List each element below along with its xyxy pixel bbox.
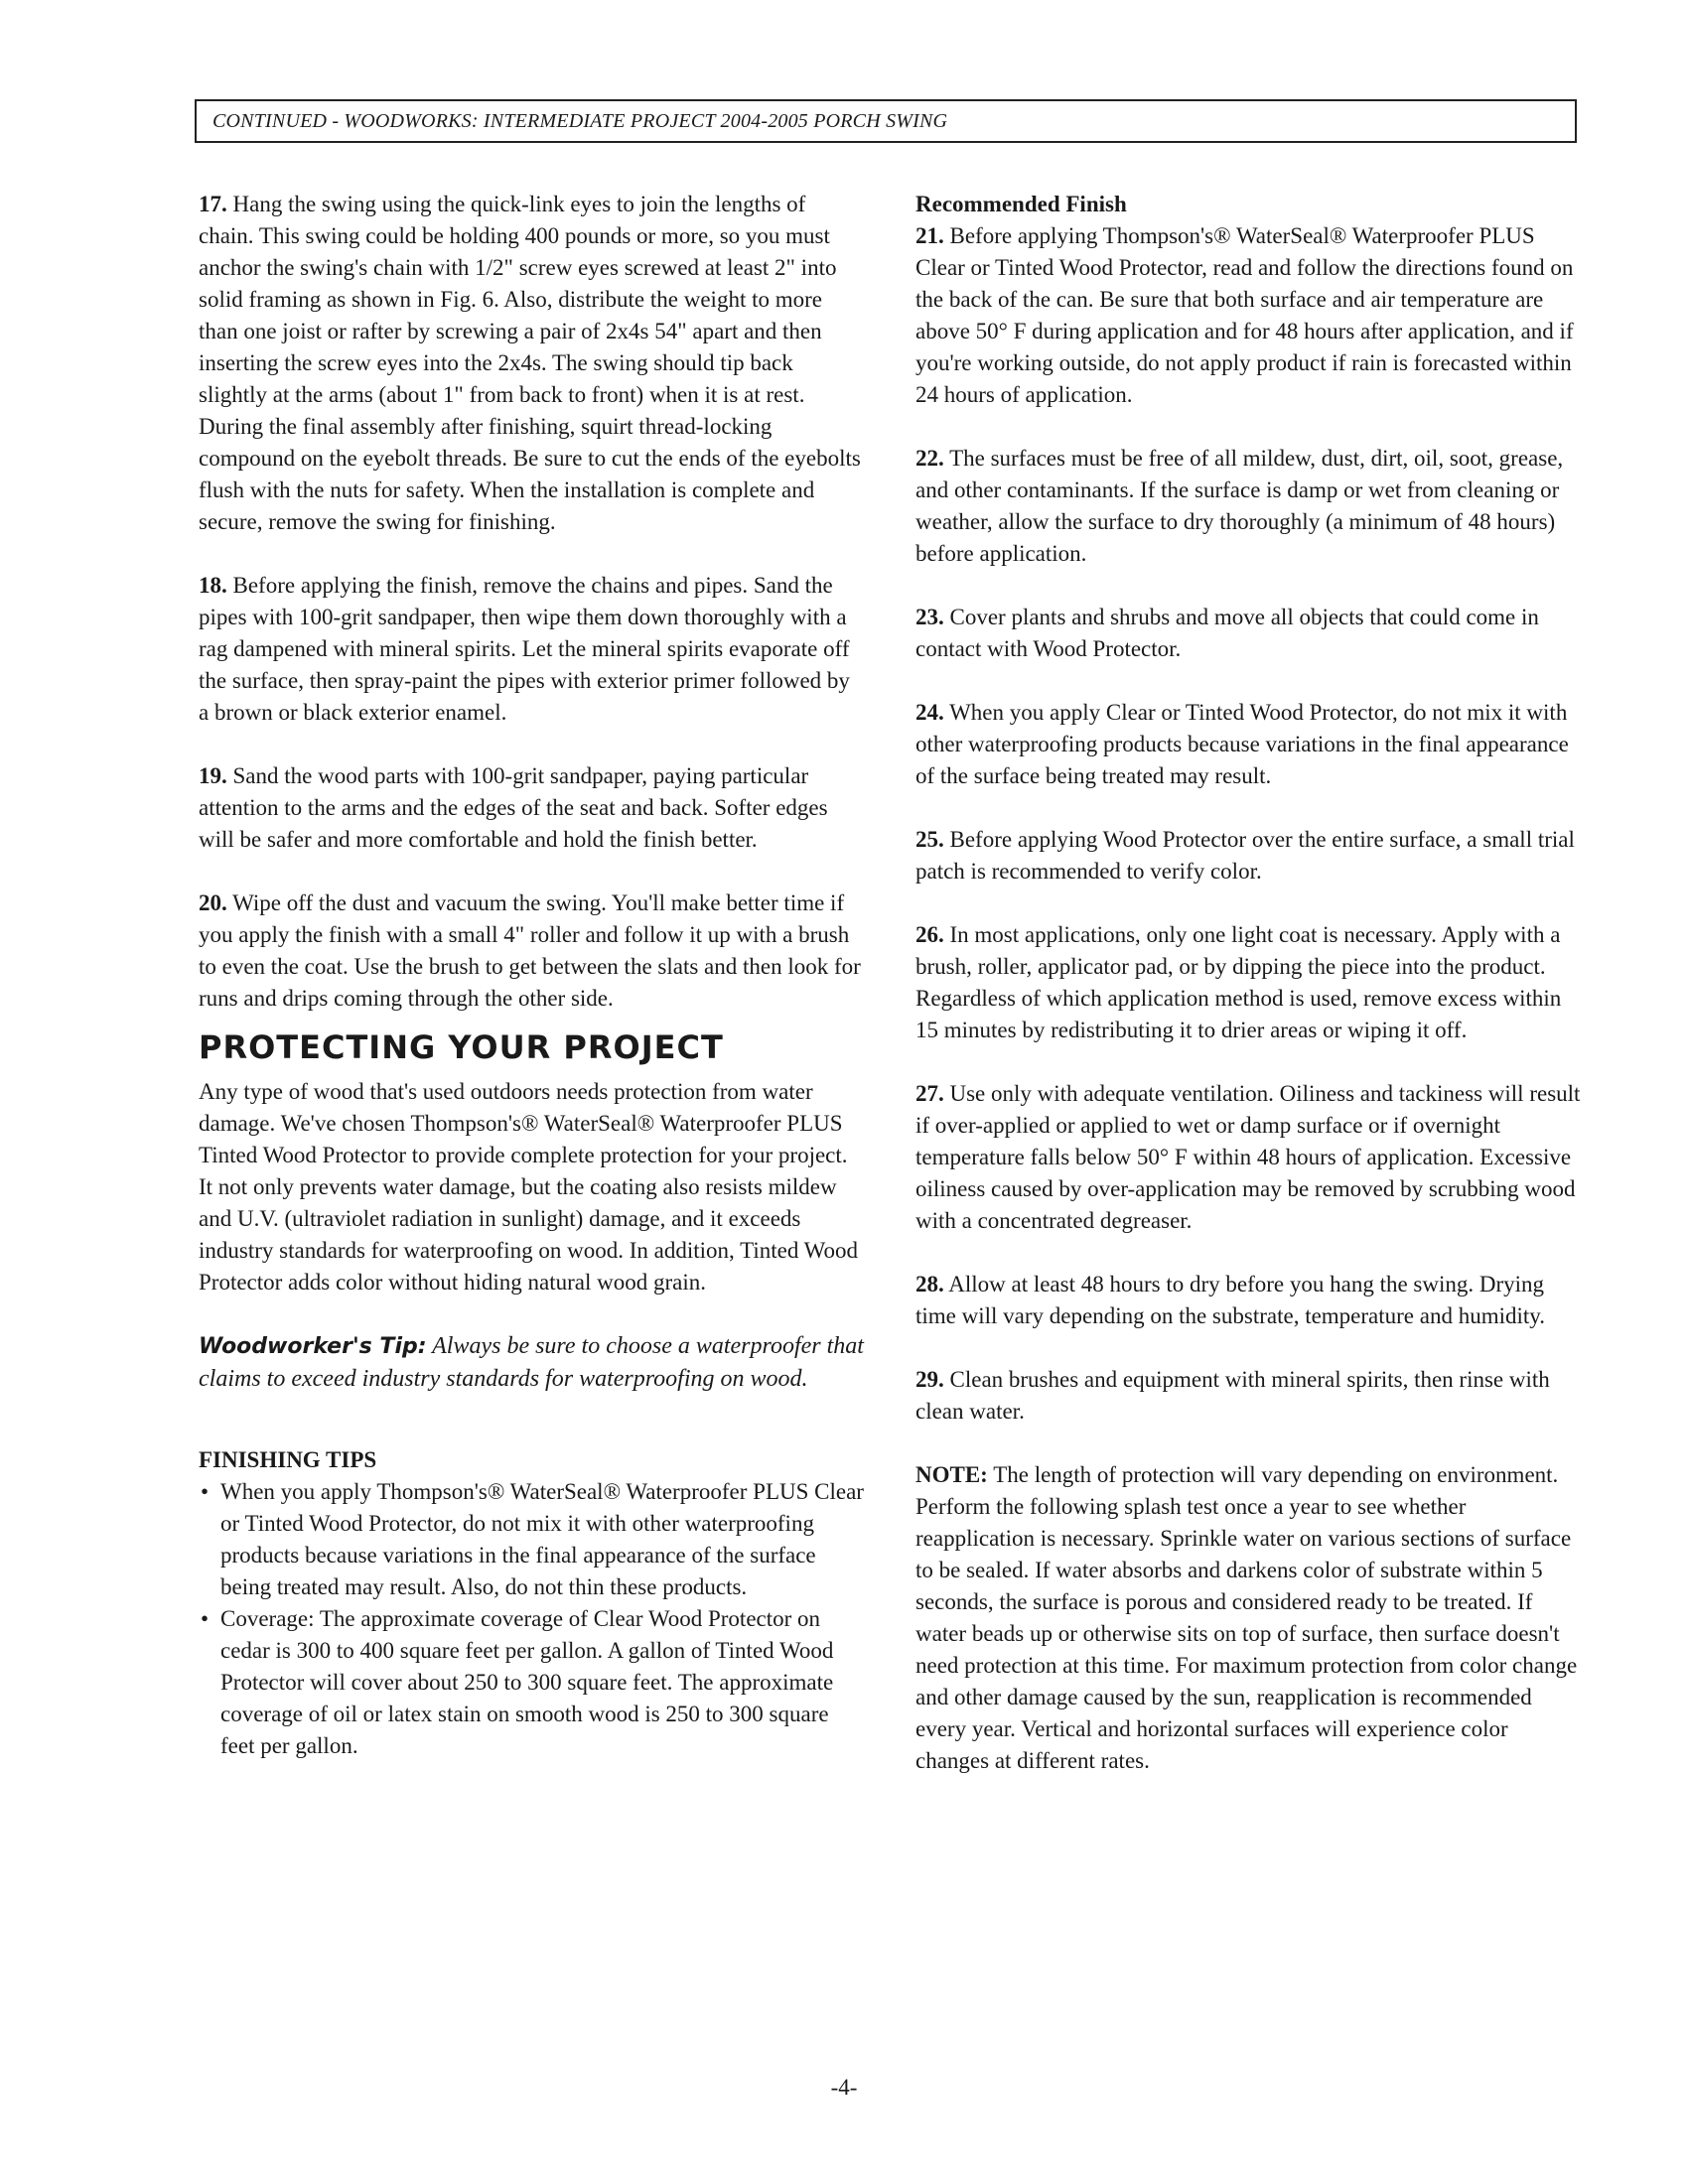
step-text: Sand the wood parts with 100-grit sandpaper, paying particular attention to the arms and the edges of the seat and back. Softer edges will be safer and more comfortable and hold the finish better.: [199, 763, 828, 852]
step-20: [199, 887, 864, 1015]
note-paragraph: [915, 1459, 1581, 1777]
finishing-tips-list: [199, 1476, 864, 1762]
step-25: [915, 824, 1581, 887]
step-text: Hang the swing using the quick-link eyes to join the lengths of chain. This swing could be holding 400 pounds or more, so you must anchor the swing's chain with 1/2" screw eyes screwed at least 2" into solid framing as shown in Fig. 6. Also, distribute the weight to more than one joist or rafter by screwing a pair of 2x4s 54" apart and then inserting the screw eyes into the 2x4s. The swing should tip back slightly at the arms (about 1" from back to front) when it is at rest. During the final assembly after finishing, squirt thread-locking compound on the eyebolt threads. Be sure to cut the ends of the eyebolts flush with the nuts for safety. When the installation is complete and secure, remove the swing for finishing.: [199, 192, 861, 534]
step-17: [199, 189, 864, 538]
step-28: [915, 1269, 1581, 1332]
step-18: [199, 570, 864, 729]
step-number: 28.: [915, 1272, 944, 1297]
step-text: Before applying Wood Protector over the entire surface, a small trial patch is recommended to verify color.: [915, 827, 1575, 884]
step-22: [915, 443, 1581, 570]
step-number: 19.: [199, 763, 227, 788]
step-text: Wipe off the dust and vacuum the swing. You'll make better time if you apply the finish with a small 4" roller and follow it up with a brush to even the coat. Use the brush to get between the slats and then look for runs and drips coming through the other side.: [199, 890, 861, 1011]
section-title: PROTECTING YOUR PROJECT: [199, 1028, 724, 1066]
step-19: [199, 760, 864, 856]
bullet-icon: •: [201, 1606, 210, 1631]
step-text: In most applications, only one light coat is necessary. Apply with a brush, roller, applicator pad, or by dipping the piece into the product. Regardless of which application method is used, remove excess within 15 minutes by redistributing it to drier areas or wiping it off.: [915, 922, 1562, 1042]
step-23: [915, 602, 1581, 665]
list-item: [199, 1603, 864, 1762]
page-number: -4-: [830, 2075, 858, 2100]
step-number: 25.: [915, 827, 944, 852]
step-number: 23.: [915, 605, 944, 629]
tip-text: Always be sure to choose a waterproofer that claims to exceed industry standards for waterproofing on wood.: [199, 1333, 864, 1392]
step-text: Allow at least 48 hours to dry before you hang the swing. Drying time will vary depending on the substrate, temperature and humidity.: [915, 1272, 1546, 1328]
step-number: 17.: [199, 192, 227, 216]
tip-label: Woodworker's Tip:: [199, 1334, 427, 1359]
note-label: NOTE:: [915, 1462, 988, 1487]
step-number: 22.: [915, 446, 944, 471]
step-26: [915, 919, 1581, 1046]
note-text: The length of protection will vary depending on environment. Perform the following splash test once a year to see whether reapplication is necessary. Sprinkle water on various sections of surface to be sealed. If water absorbs and darkens color of substrate within 5 seconds, the surface is porous and considered ready to be treated. If water beads up or otherwise sits on top of surface, then surface doesn't need protection at this time. For maximum protection from color change and other damage caused by the sun, reapplication is recommended every year. Vertical and horizontal surfaces will experience color changes at different rates.: [915, 1462, 1578, 1773]
right-column: [915, 189, 1581, 1809]
finishing-tips-heading: FINISHING TIPS: [199, 1447, 377, 1472]
list-item: [199, 1476, 864, 1603]
step-29: [915, 1364, 1581, 1428]
protecting-intro: Any type of wood that's used outdoors needs protection from water damage. We've chosen Thompson's® WaterSeal® Waterproofer PLUS Tinted Wood Protector to provide complete protection for your project. It not only prevents water damage, but the coating also resists mildew and U.V. (ultraviolet radiation in sunlight) damage, and it exceeds industry standards for waterproofing on wood. In addition, Tinted Wood Protector adds color without hiding natural wood grain.: [199, 1079, 859, 1295]
step-number: 27.: [915, 1081, 944, 1106]
step-text: Use only with adequate ventilation. Oiliness and tackiness will result if over-applied or applied to wet or damp surface or if overnight temperature falls below 50° F within 48 hours of application. Excessive oiliness caused by over-application may be removed by scrubbing wood with a concentrated degreaser.: [915, 1081, 1581, 1233]
step-number: 26.: [915, 922, 944, 947]
step-text: Clean brushes and equipment with mineral spirits, then rinse with clean water.: [915, 1367, 1550, 1424]
list-item-text: Coverage: The approximate coverage of Clear Wood Protector on cedar is 300 to 400 square feet per gallon. A gallon of Tinted Wood Protector will cover about 250 to 300 square feet. The approximate coverage of oil or latex stain on smooth wood is 250 to 300 square feet per gallon.: [220, 1606, 834, 1758]
step-number: 20.: [199, 890, 227, 915]
woodworkers-tip: [199, 1330, 864, 1395]
running-header: [195, 99, 1577, 143]
step-text: Before applying the finish, remove the chains and pipes. Sand the pipes with 100-grit sandpaper, then wipe them down thoroughly with a rag dampened with mineral spirits. Let the mineral spirits evaporate off the surface, then spray-paint the pipes with exterior primer followed by a brown or black exterior enamel.: [199, 573, 850, 725]
step-number: 21.: [915, 223, 944, 248]
step-21: [915, 220, 1581, 411]
step-text: When you apply Clear or Tinted Wood Protector, do not mix it with other waterproofing products because variations in the final appearance of the surface being treated may result.: [915, 700, 1569, 788]
recommended-finish-heading: Recommended Finish: [915, 192, 1127, 216]
bullet-icon: •: [201, 1479, 210, 1504]
step-text: Before applying Thompson's® WaterSeal® Waterproofer PLUS Clear or Tinted Wood Protector, read and follow the directions found on the back of the can. Be sure that both surface and air temperature are above 50° F during application and for 48 hours after application, and if you're working outside, do not apply product if rain is forecasted within 24 hours of application.: [915, 223, 1574, 407]
step-number: 18.: [199, 573, 227, 598]
running-header-title: CONTINUED - WOODWORKS: INTERMEDIATE PROJECT 2004-2005 PORCH SWING: [212, 109, 948, 132]
step-24: [915, 697, 1581, 792]
step-number: 24.: [915, 700, 944, 725]
step-text: The surfaces must be free of all mildew, dust, dirt, oil, soot, grease, and other contaminants. If the surface is damp or wet from cleaning or weather, allow the surface to dry thoroughly (a minimum of 48 hours) before application.: [915, 446, 1564, 566]
list-item-text: When you apply Thompson's® WaterSeal® Waterproofer PLUS Clear or Tinted Wood Protector, do not mix it with other waterproofing products because variations in the final appearance of the surface being treated may result. Also, do not thin these products.: [220, 1479, 864, 1599]
step-27: [915, 1078, 1581, 1237]
step-number: 29.: [915, 1367, 944, 1392]
left-column: [199, 189, 864, 1762]
step-text: Cover plants and shrubs and move all objects that could come in contact with Wood Protector.: [915, 605, 1539, 661]
